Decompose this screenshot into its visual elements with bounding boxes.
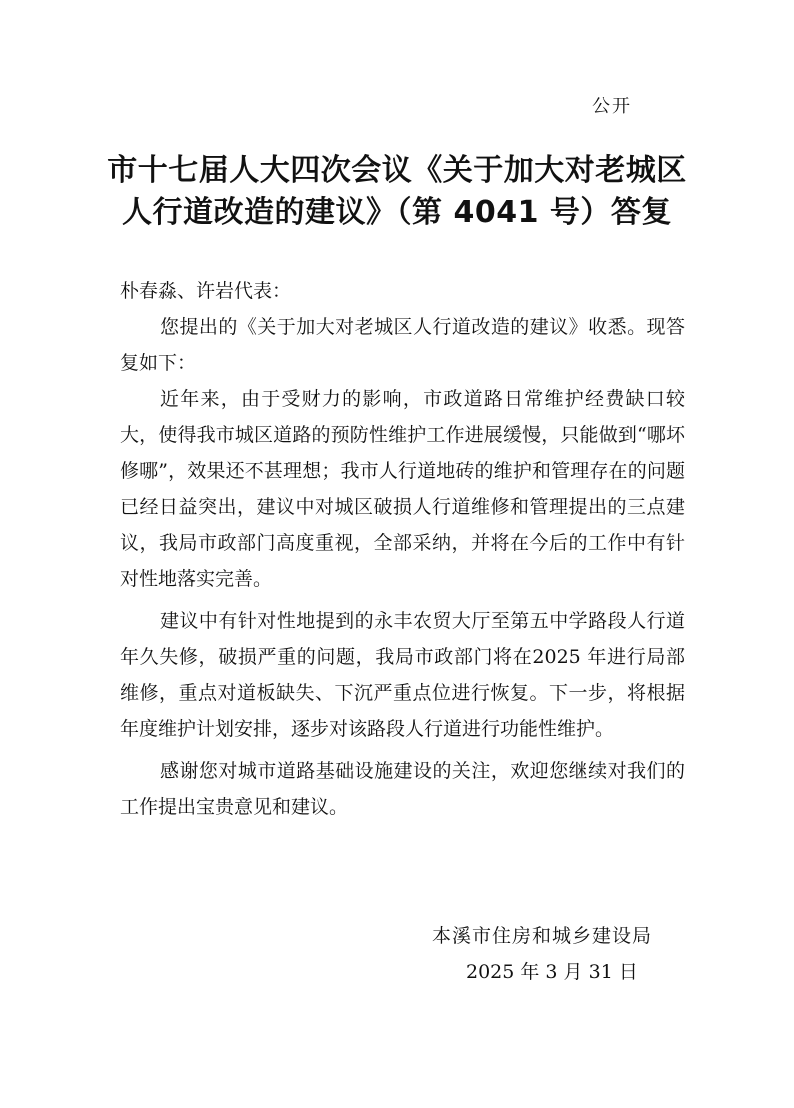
title-line-1: 市十七届人大四次会议《关于加大对老城区 [107, 153, 687, 188]
title-line-2: 人行道改造的建议》（第 4041 号）答复 [122, 195, 672, 230]
document-title [100, 150, 694, 234]
salutation: 朴春淼、许岩代表： [120, 280, 292, 302]
signature-date: 2025 年 3 月 31 日 [466, 961, 638, 983]
paragraph-thanks: 感谢您对城市道路基础设施建设的关注，欢迎您继续对我们的工作提出宝贵意见和建议。 [120, 760, 685, 818]
document-body [120, 273, 685, 825]
paragraph-background: 近年来，由于受财力的影响，市政道路日常维护经费缺口较大，使得我市城区道路的预防性维护工作进展缓慢，只能做到“哪坏修哪”，效果还不甚理想；我市人行道地砖的维护和管理存在的问题已经日益突出，建议中对城区破损人行道维修和管理提出的三点建议，我局市政部门高度重视，全部采纳，并将在今后的工作中有针对性地落实完善。 [120, 388, 685, 590]
signature-organization: 本溪市住房和城乡建设局 [432, 925, 653, 947]
paragraph-repair-plan: 建议中有针对性地提到的永丰农贸大厅至第五中学路段人行道年久失修，破损严重的问题，我局市政部门将在2025 年进行局部维修，重点对道板缺失、下沉严重点位进行恢复。下一步，将根据年度维护计划安排，逐步对该路段人行道进行功能性维护。 [120, 610, 685, 740]
classification-label: 公开 [592, 96, 632, 117]
paragraph-acknowledgement: 您提出的《关于加大对老城区人行道改造的建议》收悉。现答复如下： [120, 316, 685, 374]
